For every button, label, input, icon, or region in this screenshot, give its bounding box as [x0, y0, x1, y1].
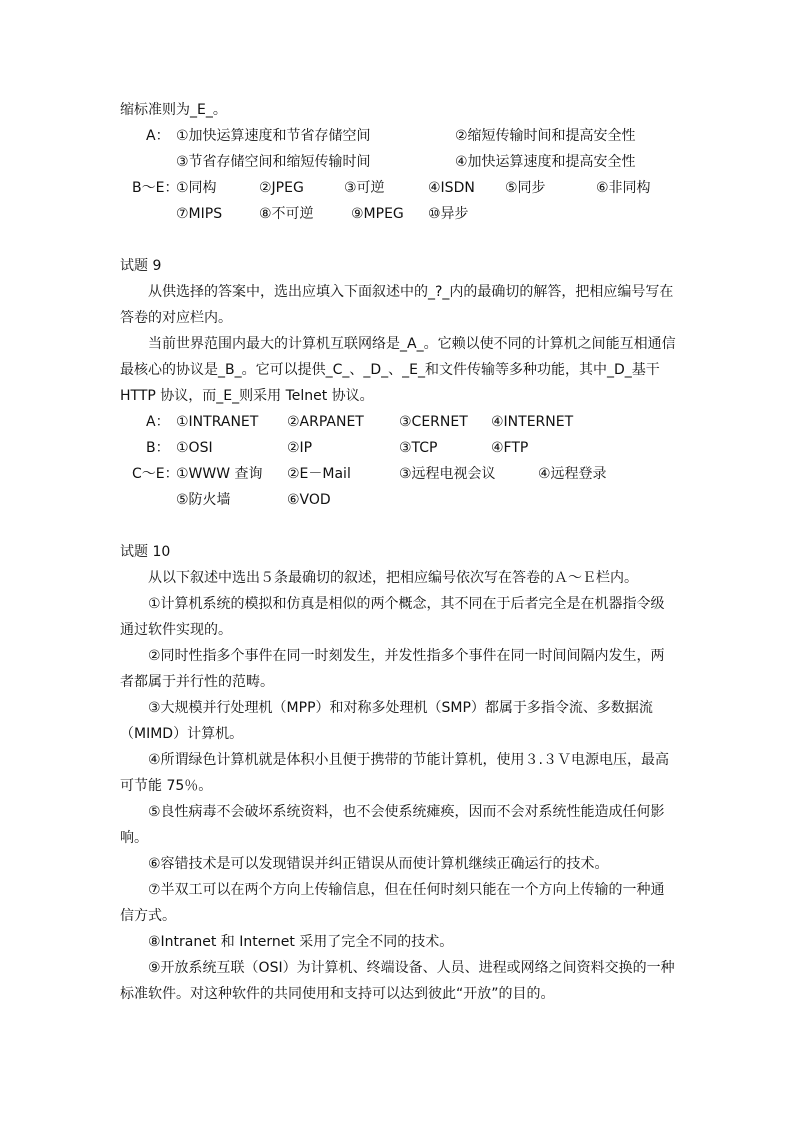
q9-option-a-label: A： — [146, 414, 170, 430]
q9-option-ce6: ⑥VOD — [287, 492, 331, 508]
q8-option-be5: ⑤同步 — [505, 180, 546, 196]
q10-statement-6: ⑥容错技术是可以发现错误并纠正错误从而使计算机继续正确运行的技术。 — [148, 856, 609, 872]
q8-option-be6: ⑥非同构 — [596, 180, 651, 196]
q10-instruction: 从以下叙述中选出５条最确切的叙述，把相应编号依次写在答卷的Ａ～Ｅ栏内。 — [148, 570, 638, 586]
q10-statement-8: ⑧Intranet 和 Internet 采用了完全不同的技术。 — [148, 934, 454, 950]
q9-option-a1: ①INTRANET — [176, 414, 259, 430]
q9-stem-line2: 最核心的协议是_B_。它可以提供_C_、_D_、_E_和文件传输等多种功能，其中_D_基干 — [120, 362, 660, 378]
q8-option-be3: ③可逆 — [344, 180, 385, 196]
q10-statement-9-line2: 标准软件。对这种软件的共同使用和支持可以达到彼此“开放”的目的。 — [120, 986, 555, 1002]
q9-option-ce5: ⑤防火墙 — [176, 492, 231, 508]
q10-statement-9-line1: ⑨开放系统互联（OSI）为计算机、终端设备、人员、进程或网络之间资料交换的一种 — [148, 960, 675, 976]
q9-option-b1: ①OSI — [176, 440, 213, 456]
q9-instruction-line2: 答卷的对应栏内。 — [120, 310, 232, 326]
q8-option-be9: ⑨MPEG — [351, 206, 404, 222]
q8-option-a2: ②缩短传输时间和提高安全性 — [455, 128, 636, 144]
q9-option-ce2: ②E－Mail — [287, 466, 351, 482]
q8-option-a3: ③节省存储空间和缩短传输时间 — [176, 154, 371, 170]
q10-statement-2-line2: 者都属于并行性的范畴。 — [120, 674, 274, 690]
q10-statement-3-line2: （MIMD）计算机。 — [120, 726, 244, 742]
q10-statement-1-line1: ①计算机系统的模拟和仿真是相似的两个概念，其不同在于后者完全是在机器指令级 — [148, 596, 665, 612]
q10-title: 试题 10 — [120, 544, 171, 560]
q8-option-be7: ⑦MIPS — [176, 206, 223, 222]
q8-option-a1: ①加快运算速度和节省存储空间 — [176, 128, 371, 144]
q9-option-ce1: ①WWW 查询 — [176, 466, 263, 482]
q10-statement-4-line1: ④所谓绿色计算机就是体积小且便于携带的节能计算机，使用３.３Ｖ电源电压，最高 — [148, 752, 669, 768]
q10-statement-1-line2: 通过软件实现的。 — [120, 622, 232, 638]
q8-option-be2: ②JPEG — [259, 180, 304, 196]
q9-option-b4: ④FTP — [491, 440, 529, 456]
q9-option-a2: ②ARPANET — [287, 414, 364, 430]
q10-statement-3-line1: ③大规模并行处理机（MPP）和对称多处理机（SMP）都属于多指令流、多数据流 — [148, 700, 653, 716]
q10-statement-5-line1: ⑤良性病毒不会破坏系统资料，也不会使系统瘫痪，因而不会对系统性能造成任何影 — [148, 804, 665, 820]
q9-instruction-line1: 从供选择的答案中，选出应填入下面叙述中的_?_内的最确切的解答，把相应编号写在 — [148, 284, 674, 300]
q8-option-be-label: B～E： — [132, 180, 179, 196]
q8-intro: 缩标准则为_E_。 — [120, 102, 227, 118]
q9-option-b-label: B： — [146, 440, 170, 456]
q10-statement-7-line2: 信方式。 — [120, 908, 176, 924]
q10-statement-4-line2: 可节能 75％。 — [120, 778, 213, 794]
q10-statement-5-line2: 响。 — [120, 830, 148, 846]
q10-statement-7-line1: ⑦半双工可以在两个方向上传输信息，但在任何时刻只能在一个方向上传输的一种通 — [148, 882, 665, 898]
q9-option-a4: ④INTERNET — [491, 414, 574, 430]
q9-option-a3: ③CERNET — [399, 414, 468, 430]
q9-option-b2: ②IP — [287, 440, 313, 456]
q8-option-be8: ⑧不可逆 — [259, 206, 314, 222]
q8-option-be4: ④ISDN — [428, 180, 475, 196]
q8-option-a4: ④加快运算速度和提高安全性 — [455, 154, 636, 170]
q10-statement-2-line1: ②同时性指多个事件在同一时刻发生，并发性指多个事件在同一时间间隔内发生，两 — [148, 648, 665, 664]
q9-title: 试题 9 — [120, 258, 162, 274]
q9-option-ce4: ④远程登录 — [538, 466, 607, 482]
q8-option-a-label: A： — [146, 128, 170, 144]
q8-option-be10: ⑩异步 — [428, 206, 469, 222]
q9-stem-line1: 当前世界范围内最大的计算机互联网络是_A_。它赖以使不同的计算机之间能互相通信 — [148, 336, 676, 352]
q9-option-ce3: ③远程电视会议 — [399, 466, 496, 482]
q9-option-ce-label: C～E： — [132, 466, 179, 482]
q9-stem-line3: HTTP 协议，而_E_则采用 Telnet 协议。 — [120, 388, 374, 404]
q9-option-b3: ③TCP — [399, 440, 438, 456]
q8-option-be1: ①同构 — [176, 180, 217, 196]
